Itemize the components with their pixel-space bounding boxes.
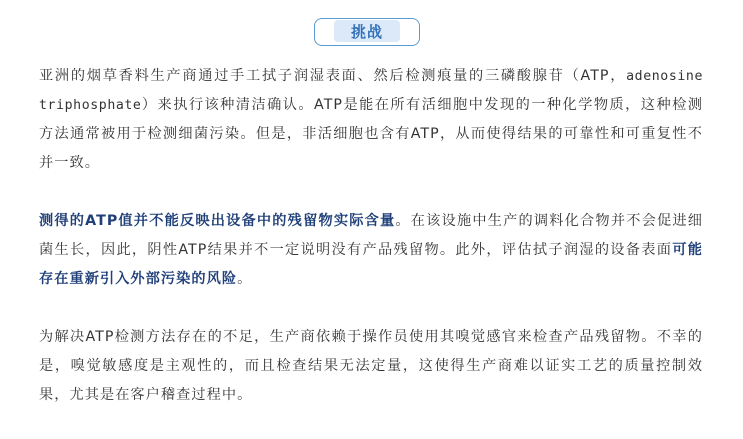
section-title: 挑战 — [350, 22, 383, 41]
paragraph-3-text: 为解决ATP检测方法存在的不足，生产商依赖于操作员使用其嗅觉感官来检查产品残留物。不幸的是，嗅觉敏感度是主观性的，而且检查结果无法定量，这使得生产商难以证实工艺的质量控制效果，尤其是在客户稽查过程中。 — [39, 329, 703, 403]
paragraph-2-text-b: 。 — [237, 271, 253, 287]
paragraph-2-emphasis-b: 可能存在重新引入外部污染的风险 — [39, 242, 703, 287]
paragraph-2 — [39, 207, 703, 294]
paragraph-3 — [39, 323, 703, 410]
paragraph-1-text-a: 亚洲的烟草香料生产商通过手工拭子润湿表面、然后检测痕量的三磷酸腺苷（ATP， — [39, 68, 627, 84]
paragraph-1-term: adenosine triphosphate — [39, 69, 703, 113]
section-title-badge — [314, 18, 422, 48]
paragraph-1-text-c: ）来执行该种清洁确认。ATP是能在所有活细胞中发现的一种化学物质，这种检测方法通常被用于检测细菌污染。但是，非活细胞也含有ATP，从而使得结果的可靠性和可重复性不并一致。 — [39, 97, 703, 171]
article-body — [39, 62, 703, 439]
paragraph-2-text-a: 。在该设施中生产的调料化合物并不会促进细菌生长，因此，阴性ATP结果并不一定说明没有产品残留物。此外，评估拭子润湿的设备表面 — [39, 213, 703, 258]
paragraph-1 — [39, 62, 703, 178]
title-pill — [334, 20, 400, 42]
paragraph-2-emphasis-a: 测得的ATP值并不能反映出设备中的残留物实际含量 — [39, 213, 396, 229]
